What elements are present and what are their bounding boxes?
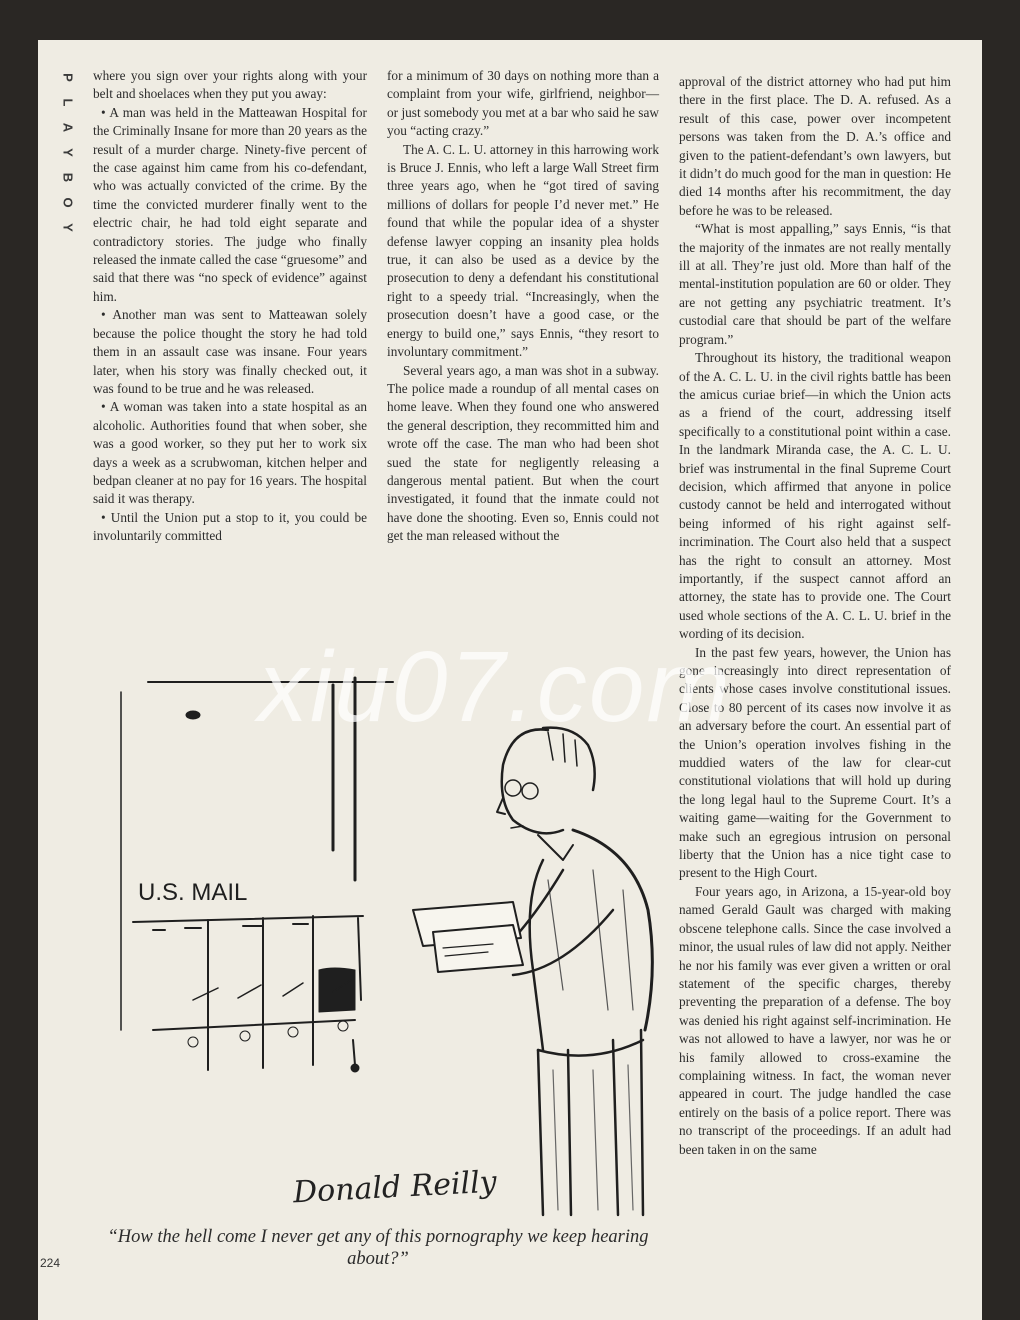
column-3: [679, 73, 951, 1159]
watermark: xiu07.com: [258, 631, 732, 743]
masthead-letter: O: [60, 197, 76, 208]
paragraph: “What is most appalling,” says Ennis, “is that the majority of the inmates are not really mentally ill at all. They’re just old. More than half of the mental-institution population are 60 or older. They are not getting any psychiatric treatment. It’s custodial care that should be part of the welfare program.”: [679, 221, 951, 347]
masthead-letter: P: [60, 73, 76, 82]
paragraph: Four years ago, in Arizona, a 15-year-old boy named Gerald Gault was charged with making obscene telephone calls. Since the case involved a minor, the usual rules of law did not apply. Neither he nor his family was ever given a written or oral statement of the specific charges, thereby preventing the preparation of a defense. The boy was denied his right against self-incrimination. He was not allowed to have a lawyer, nor was he or his family allowed to cross-examine the complaining witness. In fact, the woman never appeared in court. The judge handled the case entirely on the basis of a police report. There was no transcript of the proceedings. If an adult had been taken in on the same: [679, 883, 951, 1157]
cartoon-illustration: [93, 670, 658, 1240]
column-1: [93, 67, 367, 546]
masthead-letter: L: [60, 98, 76, 107]
masthead-letter: Y: [60, 223, 76, 232]
paragraph: In the past few years, however, the Union has gone increasingly into direct representation of clients whose cases involve constitutional issues. Close to 80 percent of its cases now involve it as an adversary before the court. An essential part of the Union’s operation involves fishing in the muddied waters of the law for clear-cut constitutional violations that will hold up during the long legal haul to the Supreme Court. It’s a waiting game—waiting for the Government to make such an egregious intrusion on personal liberty that the Union has a nice tight case to present to the High Court.: [679, 644, 951, 881]
paragraph-continued: approval of the district attorney who had put him there in the first place. The D. A. refused. As a result of this case, power over incompetent persons was taken from the D. A.’s office and given to the patient-defendant’s own lawyers, but it didn’t do much good for the man in question: He died 14 months after his recommitment, the day before he was to be released.: [679, 74, 951, 218]
paragraph-continued: for a minimum of 30 days on nothing more than a complaint from your wife, girlfriend, neighbor—or just somebody you met at a bar who said he saw you “acting crazy.”: [387, 68, 659, 139]
cartoonist-signature: Donald Reilly: [292, 1164, 498, 1211]
paragraph-continued: where you sign over your rights along with your belt and shoelaces when they put you away:: [93, 68, 367, 102]
bullet-paragraph: • A woman was taken into a state hospital as an alcoholic. Authorities found that when sober, she was a good worker, so they put her to work six days a week as a scrubwoman, kitchen helper and bedpan cleaner at no pay for 16 years. The hospital said it was therapy.: [93, 399, 367, 507]
magazine-page: [38, 40, 982, 1320]
masthead-letter: A: [60, 122, 76, 133]
masthead-letter: B: [60, 172, 76, 183]
bullet-paragraph: • A man was held in the Matteawan Hospital for the Criminally Insane for more than 20 years as the result of a murder charge. Ninety-five percent of the case against him came from his co-defendant, who was actually convicted of the crime. By the time the convicted murderer finally went to the electric chair, he had told eight separate and contradictory stories. The judge who finally released the inmate called the case “gruesome” and said that there was “no speck of evidence” against him.: [93, 104, 367, 304]
masthead-letter: Y: [60, 148, 76, 157]
paragraph: Several years ago, a man was shot in a subway. The police made a roundup of all mental cases on home leave. When they found one who answered the general description, they recommitted him and wrote off the case. The man who had been shot sued the state for negligently releasing a dangerous mental patient. But when the court investigated, it found that the inmate could not have done the shooting. Even so, Ennis could not get the man released without the: [387, 362, 659, 544]
bullet-paragraph: • Another man was sent to Matteawan solely because the police thought the story he had told them in an assault case was insane. Four years later, when his story was finally checked out, it was found to be true and he was released.: [93, 307, 367, 396]
bullet-paragraph: • Until the Union put a stop to it, you could be involuntarily committed: [93, 509, 367, 544]
column-2: [387, 67, 659, 546]
masthead-playboy: [60, 65, 76, 240]
mailbox-label: U.S. MAIL: [138, 879, 248, 906]
paragraph: The A. C. L. U. attorney in this harrowing work is Bruce J. Ennis, who left a large Wall Street firm three years ago, when he “got tired of saving millions of dollars for people I’d never met.” He found that while the popular idea of a shyster defense lawyer copping an insanity plea holds true, it can also be used as a device by the prosecution to deny a defendant his constitutional right to a speedy trial. “Increasingly, when the prosecution doesn’t have a good case, or the energy to build one,” says Ennis, “they resort to involuntary commitment.”: [387, 141, 659, 360]
cartoon-caption: “How the hell come I never get any of this pornography we keep hearing about?”: [107, 1227, 649, 1269]
paragraph: Throughout its history, the traditional weapon of the A. C. L. U. in the civil rights battle has been the amicus curiae brief—in which the Union acts as a friend of the court, addressing itself specifically to a constitutional point within a case. In the landmark Miranda case, the A. C. L. U. brief was instrumental in the final Supreme Court decision, which affirmed that anyone in police custody cannot be held and interrogated without being informed of his right against self-incrimination. The Court also held that a suspect has the right to consult an attorney. Most importantly, if the suspect cannot afford an attorney, the state has to provide one. The Court used whole sections of the A. C. L. U. brief in the wording of its decision.: [679, 350, 951, 642]
page-number: 224: [40, 1256, 61, 1270]
